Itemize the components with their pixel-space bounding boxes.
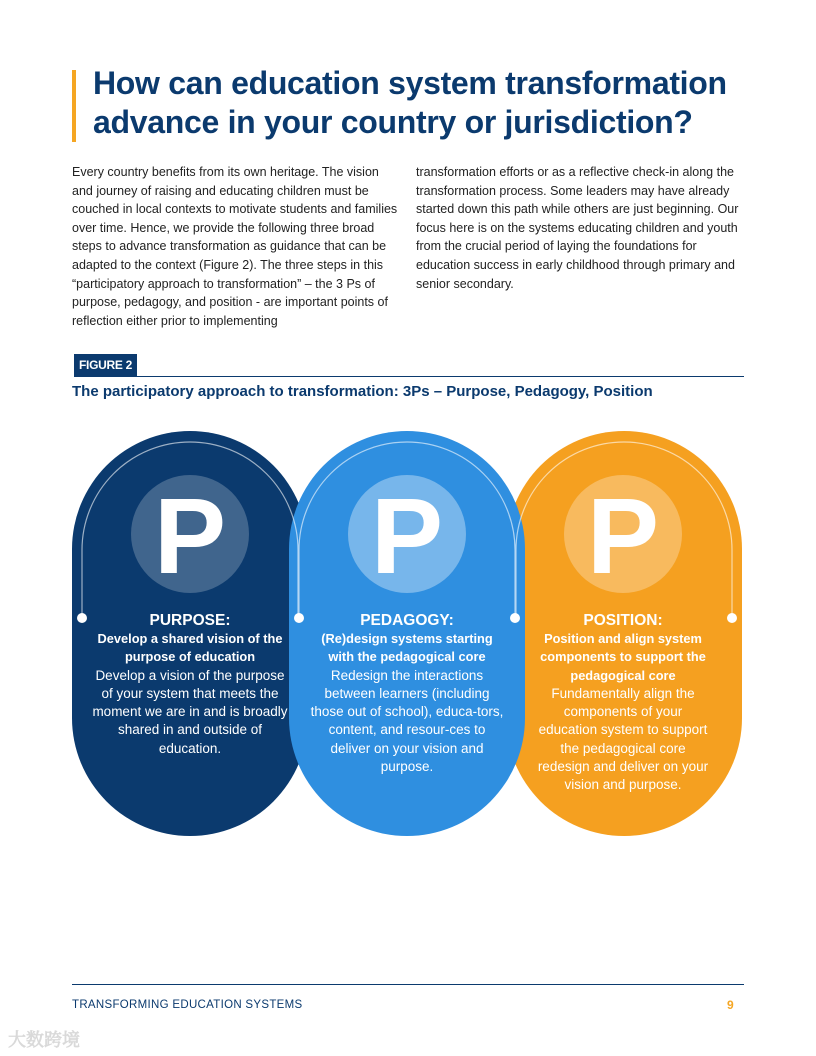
- page-number: 9: [727, 998, 734, 1012]
- intro-column-left: Every country benefits from its own heritage. The vision and journey of raising and educating children must be couched in local contexts to motivate students and families over time. Hence, we provide the following three broad steps to advance transformation as guidance that can be adapted to the context (Figure 2). The three steps in this “participatory approach to transformation” – the 3 Ps of purpose, pedagogy, and position - are important points of reflection either prior to implementing: [72, 165, 398, 328]
- footer-publication-title: TRANSFORMING EDUCATION SYSTEMS: [72, 999, 303, 1011]
- position-subheading: Position and align system components to support the pedagogical core: [540, 631, 706, 683]
- title-accent-bar: [72, 70, 76, 142]
- letter-purpose: P: [153, 475, 227, 596]
- figure-label: FIGURE 2: [74, 354, 137, 376]
- page-title: How can education system transformation advance in your country or jurisdiction?: [93, 65, 727, 140]
- figure-title: The participatory approach to transformation: 3Ps – Purpose, Pedagogy, Position: [72, 383, 653, 400]
- purpose-heading: PURPOSE:: [149, 612, 231, 629]
- pedagogy-heading: PEDAGOGY:: [360, 612, 454, 629]
- purpose-body: Develop a vision of the purpose of your system that meets the moment we are in and is broadly shared in and outside of education.: [92, 667, 288, 756]
- position-heading: POSITION:: [583, 612, 663, 629]
- dot-mid-right: [510, 613, 520, 623]
- purpose-text-block: [92, 612, 288, 758]
- watermark-logo: 大数跨境: [8, 1030, 80, 1050]
- position-text-block: [525, 612, 721, 795]
- dot-mid-left: [294, 613, 304, 623]
- position-body: Fundamentally align the components of your education system to support the pedagogical core redesign and deliver on your vision and purpose.: [537, 685, 709, 793]
- figure-divider: [74, 376, 744, 377]
- pedagogy-subheading: (Re)design systems starting with the pedagogical core: [321, 631, 493, 665]
- pedagogy-body: Redesign the interactions between learners (including those out of school), educa-tors, content, and resour-ces to deliver on your vision and purpose.: [310, 667, 504, 775]
- letter-position: P: [586, 475, 660, 596]
- purpose-subheading: Develop a shared vision of the purpose of education: [97, 631, 283, 665]
- dot-left: [77, 613, 87, 623]
- pedagogy-text-block: [309, 612, 505, 776]
- footer-divider: [72, 984, 744, 985]
- intro-column-right: transformation efforts or as a reflective check-in along the transformation process. Some leaders may have already started down this path while others are just beginning. Our focus here is on the systems educating children and youth from the crucial period of laying the foundations for education success in early childhood through primary and senior secondary.: [416, 165, 739, 291]
- dot-right: [727, 613, 737, 623]
- letter-pedagogy: P: [370, 475, 444, 596]
